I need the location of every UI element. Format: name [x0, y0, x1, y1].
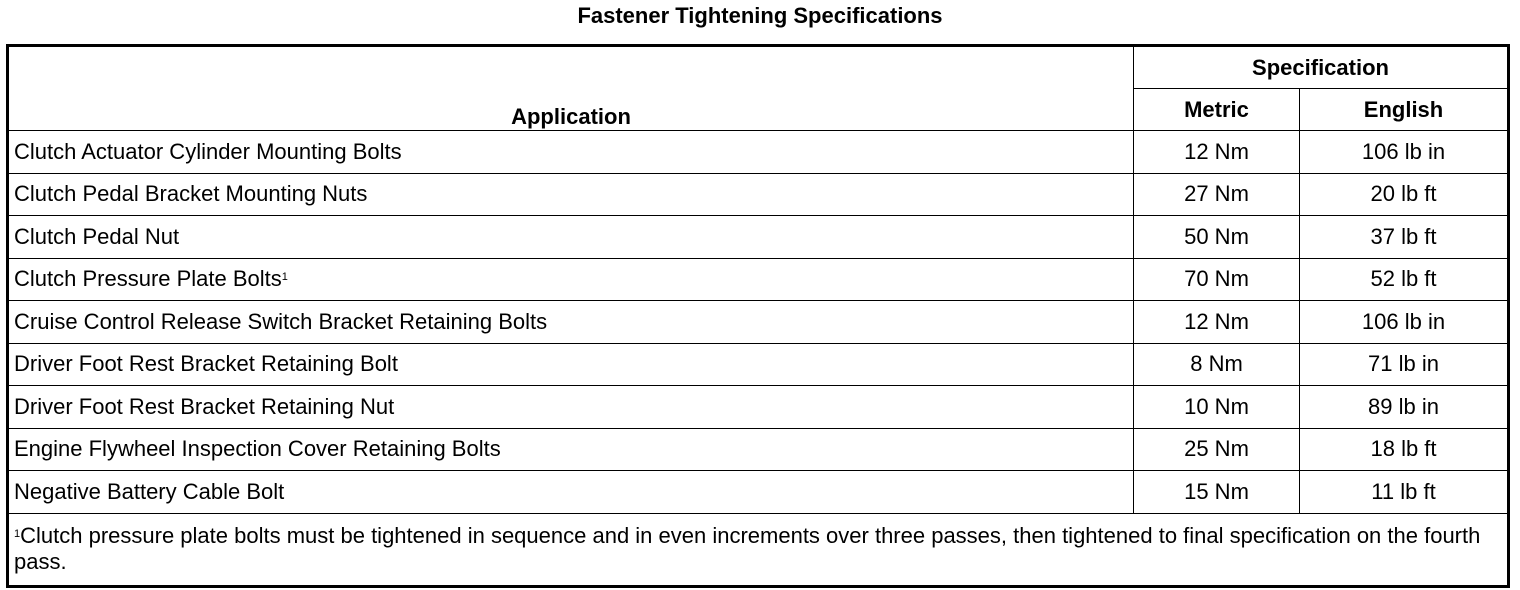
english-cell: 89 lb in — [1300, 386, 1509, 429]
table-row — [8, 301, 1509, 344]
table-row — [8, 386, 1509, 429]
metric-cell: 27 Nm — [1134, 173, 1300, 216]
application-text: Driver Foot Rest Bracket Retaining Nut — [14, 393, 395, 419]
application-cell — [8, 258, 1134, 301]
table-row — [8, 258, 1509, 301]
application-cell — [8, 301, 1134, 344]
table-row — [8, 173, 1509, 216]
metric-cell: 12 Nm — [1134, 301, 1300, 344]
metric-cell: 8 Nm — [1134, 343, 1300, 386]
table-row — [8, 471, 1509, 514]
metric-header: Metric — [1134, 89, 1300, 131]
application-cell — [8, 216, 1134, 259]
english-cell: 71 lb in — [1300, 343, 1509, 386]
application-cell — [8, 428, 1134, 471]
application-header: Application — [8, 46, 1134, 131]
header-row-1 — [8, 46, 1509, 89]
metric-cell: 12 Nm — [1134, 131, 1300, 174]
footnote-text: Clutch pressure plate bolts must be tightened in sequence and in even increments over three passes, then tightened to final specification on the fourth pass. — [14, 523, 1481, 574]
application-cell — [8, 471, 1134, 514]
english-cell: 106 lb in — [1300, 131, 1509, 174]
english-cell: 18 lb ft — [1300, 428, 1509, 471]
application-text: Cruise Control Release Switch Bracket Retaining Bolts — [14, 308, 548, 334]
metric-cell: 10 Nm — [1134, 386, 1300, 429]
application-text: Clutch Pedal Bracket Mounting Nuts — [14, 181, 368, 207]
table-row — [8, 428, 1509, 471]
footnote-cell — [8, 513, 1509, 586]
metric-cell: 25 Nm — [1134, 428, 1300, 471]
english-header: English — [1300, 89, 1509, 131]
english-cell: 106 lb in — [1300, 301, 1509, 344]
fastener-spec-table — [6, 44, 1510, 588]
application-cell — [8, 386, 1134, 429]
footnote-mark: 1 — [14, 528, 21, 540]
application-text: Driver Foot Rest Bracket Retaining Bolt — [14, 351, 398, 377]
table-row — [8, 216, 1509, 259]
page-title: Fastener Tightening Specifications — [577, 3, 943, 28]
metric-cell: 15 Nm — [1134, 471, 1300, 514]
application-text: Clutch Pressure Plate Bolts — [14, 266, 282, 292]
application-cell — [8, 343, 1134, 386]
application-text: Engine Flywheel Inspection Cover Retaining Bolts — [14, 436, 501, 462]
application-text: Negative Battery Cable Bolt — [14, 478, 285, 504]
english-cell: 20 lb ft — [1300, 173, 1509, 216]
application-cell — [8, 173, 1134, 216]
application-text: Clutch Pedal Nut — [14, 223, 180, 249]
english-cell: 37 lb ft — [1300, 216, 1509, 259]
english-cell: 52 lb ft — [1300, 258, 1509, 301]
application-text: Clutch Actuator Cylinder Mounting Bolts — [14, 138, 402, 164]
specification-header: Specification — [1134, 46, 1509, 89]
table-row — [8, 343, 1509, 386]
footnote-reference: 1 — [281, 271, 288, 284]
metric-cell: 50 Nm — [1134, 216, 1300, 259]
metric-cell: 70 Nm — [1134, 258, 1300, 301]
table-row — [8, 131, 1509, 174]
footnote-row — [8, 513, 1509, 586]
english-cell: 11 lb ft — [1300, 471, 1509, 514]
application-cell — [8, 131, 1134, 174]
